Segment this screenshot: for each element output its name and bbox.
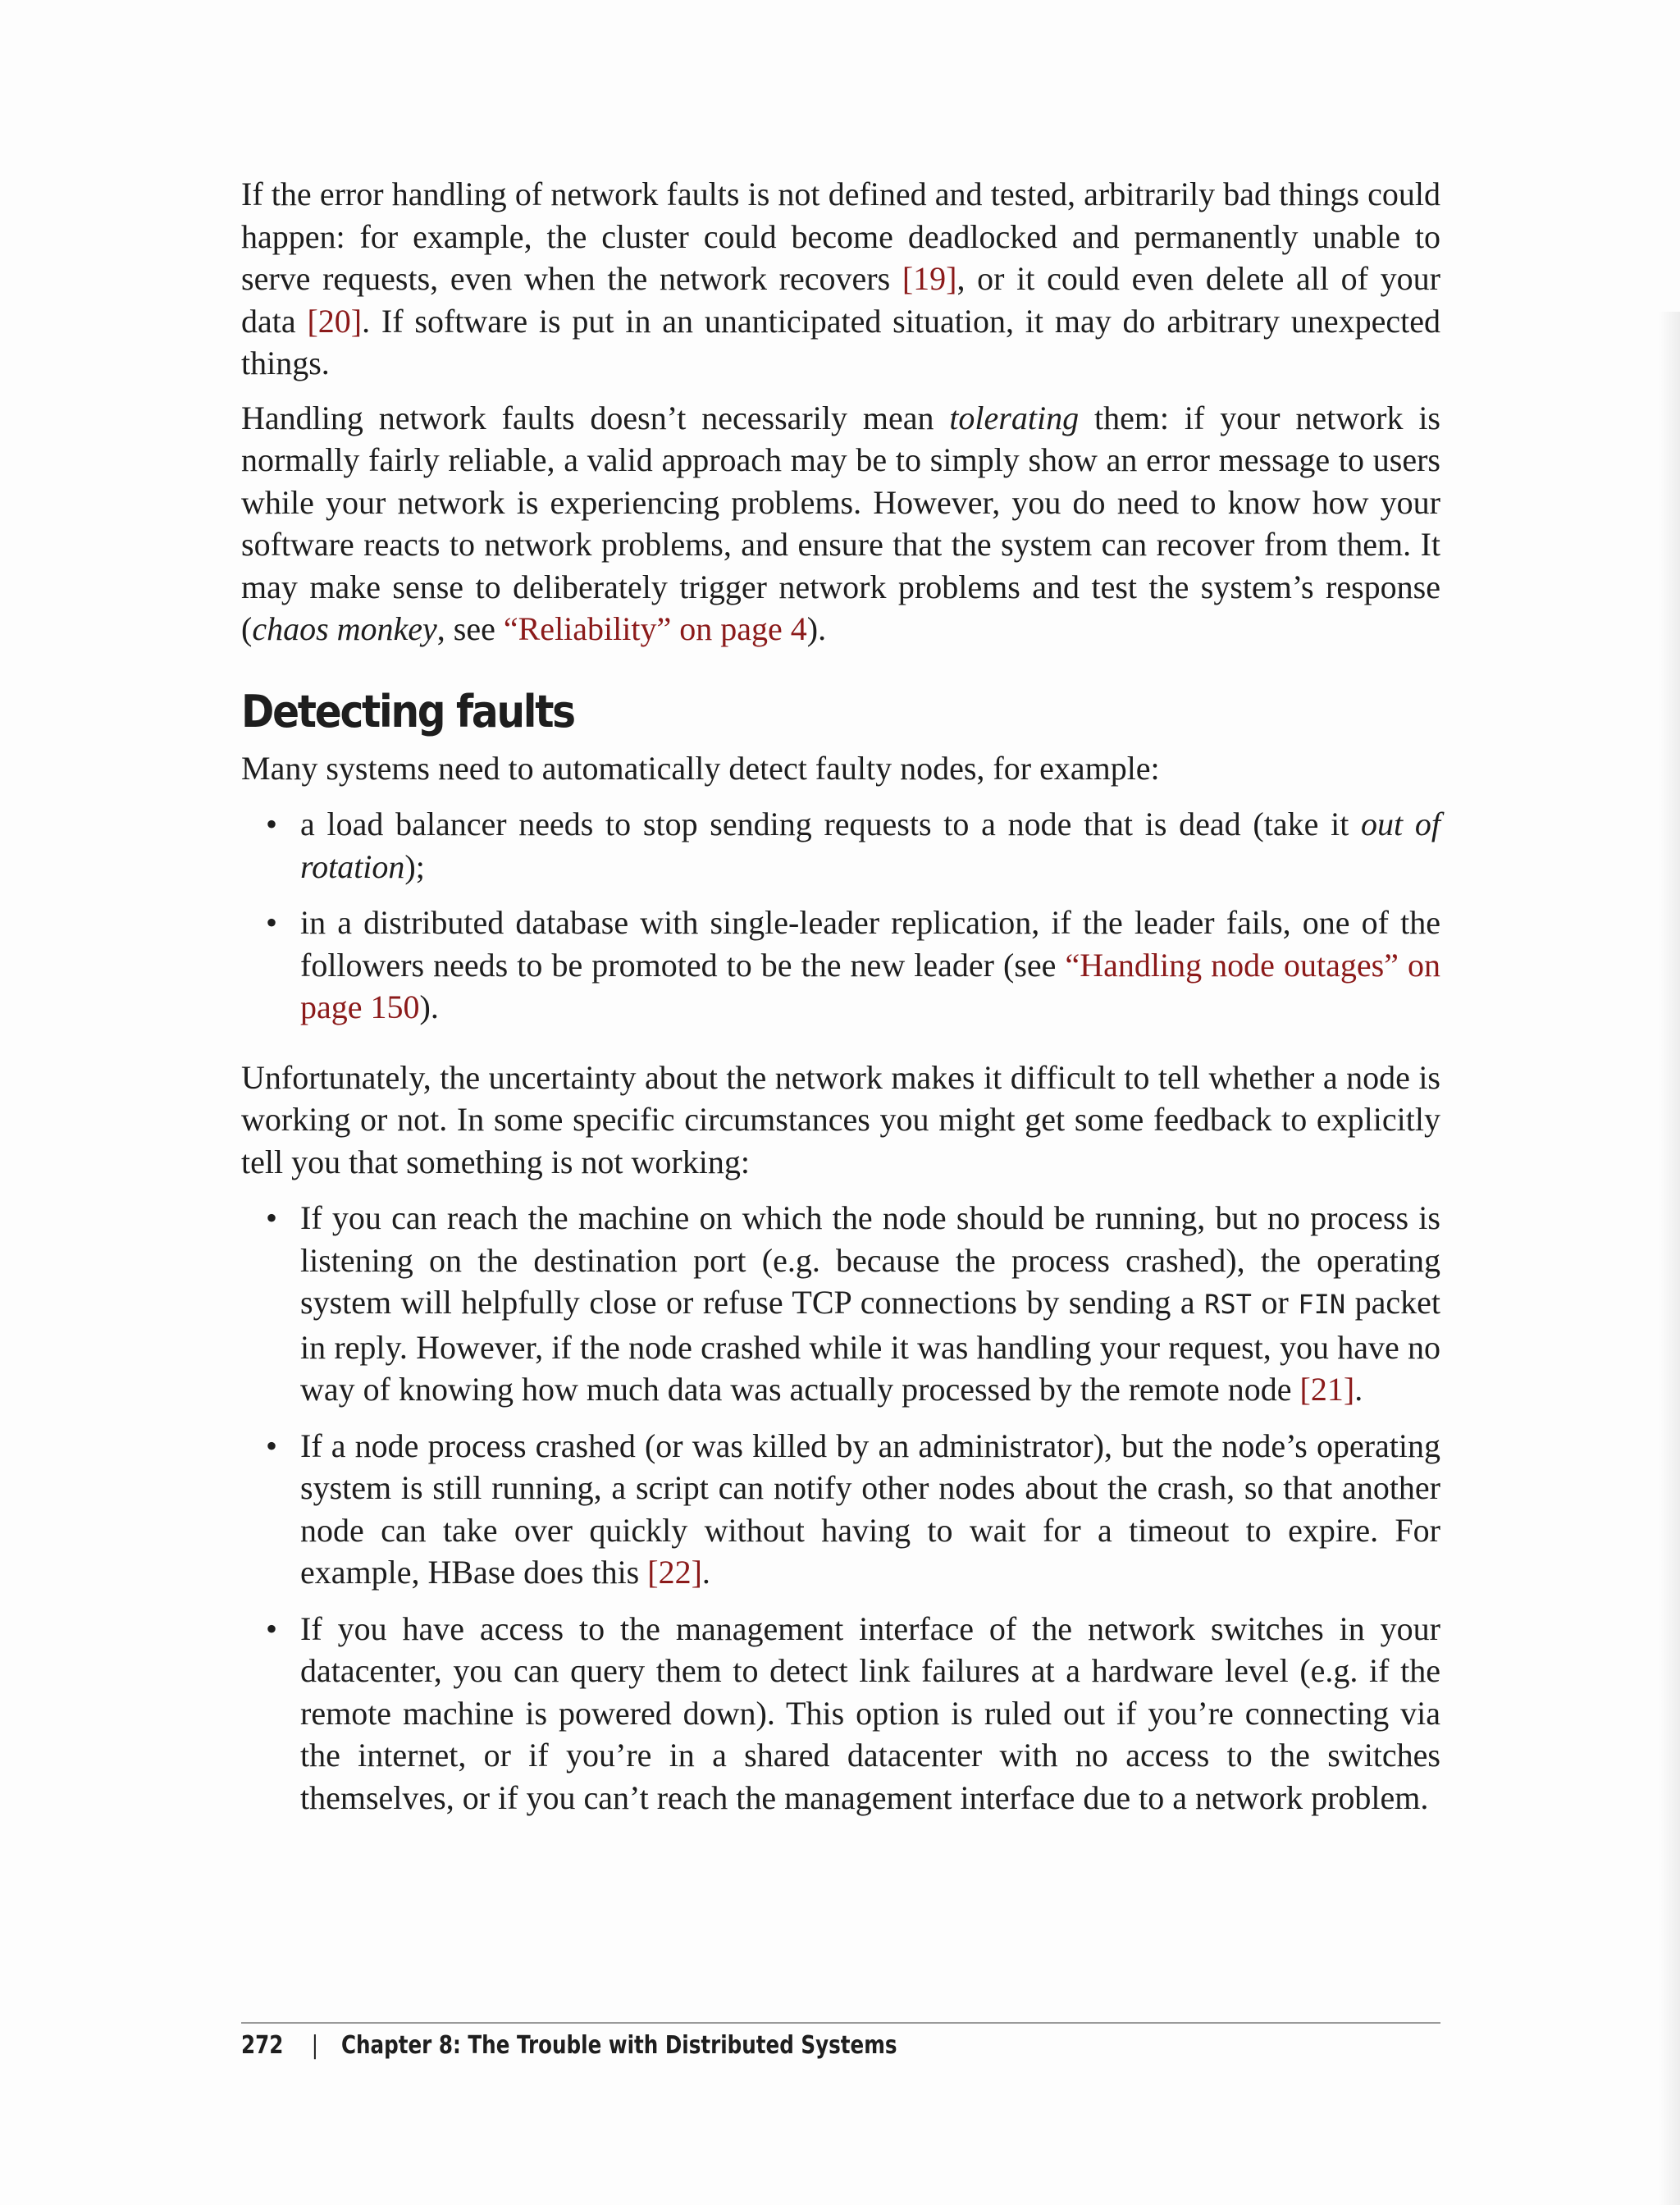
handling-node-outages-link[interactable]: “Handling node outages” on page 150: [300, 946, 1440, 1025]
list-item: [241, 1197, 1440, 1411]
page-number: 272: [241, 2031, 284, 2060]
text: If you can reach the machine on which the node should be running, but no process is listening on the destination port (e.g. because the process crashed), the operating system will helpfully close or refuse TCP connections by sending a: [300, 1199, 1440, 1321]
text: );: [404, 847, 425, 885]
paragraph-network-fault-handling: [241, 173, 1440, 385]
page-edge-shadow: [1659, 312, 1680, 2205]
text: , or it could even delete all of your data: [241, 260, 1441, 340]
page-footer: [241, 2031, 897, 2060]
emphasis-text: chaos monkey: [252, 610, 437, 647]
page-body: [241, 173, 1440, 1819]
text: If a node process crashed (or was killed by an administrator), but the node’s operating system is still running, a script can notify other nodes about the crash, so that another node can take over quickly without having to wait for a timeout to expire. For example, HBase does this: [300, 1427, 1440, 1591]
list-item: [241, 902, 1440, 1029]
bullet-list-feedback: [241, 1197, 1440, 1819]
code-rst: RST: [1204, 1289, 1252, 1320]
paragraph-intro: Many systems need to automatically detect faulty nodes, for example:: [241, 749, 1160, 787]
text: ).: [806, 610, 827, 647]
list-item: • If you have access to the management interface of the network switches in your datacenter, you can query them to detect link failures at a hardware level (e.g. if the remote machine is powered down). This option is ruled out if you’re connecting via the internet, or if you’re in a shared datacenter with no access to the switches themselves, or if you can’t reach the management interface due to a network problem.: [241, 1608, 1440, 1819]
bullet-list-examples: [241, 803, 1440, 1029]
text: ).: [419, 988, 439, 1025]
citation-link-22[interactable]: [22]: [647, 1554, 702, 1591]
section-heading: Detecting faults: [241, 685, 574, 737]
text: packet in reply. However, if the node crashed while it was handling your request, you have no way of knowing how much data was actually processed by the remote node: [300, 1284, 1441, 1408]
text: a load balancer needs to stop sending requests to a node that is dead (take it: [300, 806, 1362, 842]
text: If the error handling of network faults is not defined and tested, arbitrarily bad things could happen: for example, the cluster could become deadlocked and permanently unable to serve requests, even when the network recovers: [241, 176, 1440, 297]
reliability-page-link[interactable]: “Reliability” on page 4: [503, 610, 807, 647]
footer-separator: |: [311, 2031, 319, 2060]
text: .: [1354, 1371, 1363, 1408]
text: , see: [436, 610, 504, 647]
list-item: [241, 1425, 1440, 1594]
citation-link-21[interactable]: [21]: [1299, 1371, 1355, 1408]
emphasis-text: out of rotation: [300, 806, 1441, 885]
text: them: if your network is normally fairly reliable, a valid approach may be to simply show an error message to users while your network is experiencing problems. However, you do need to know how your software reacts to network problems, and ensure that the system can recover from them. It may make sense to deliberately trigger network problems and test the system’s response (: [241, 399, 1440, 647]
paragraph-uncertainty: Unfortunately, the uncertainty about the network makes it difficult to tell whether a node is working or not. In some specific circumstances you might get some feedback to explicitly tell you that something is not working:: [241, 1058, 1440, 1180]
chapter-title: Chapter 8: The Trouble with Distributed Systems: [340, 2031, 897, 2060]
emphasis-text: tolerating: [949, 399, 1080, 436]
footer-divider: [241, 2022, 1440, 2024]
text: . If software is put in an unanticipated situation, it may do arbitrary unexpected things.: [241, 302, 1440, 381]
paragraph-tolerating-faults: [241, 397, 1440, 651]
text: or: [1251, 1284, 1299, 1321]
text: in a distributed database with single-leader replication, if the leader fails, one of the followers needs to be promoted to be the new leader (see: [300, 904, 1440, 984]
code-fin: FIN: [1298, 1289, 1346, 1320]
list-item: [241, 803, 1440, 888]
text: Handling network faults doesn’t necessarily mean: [241, 399, 950, 436]
citation-link-20[interactable]: [20]: [307, 302, 363, 340]
text: .: [701, 1554, 710, 1591]
citation-link-19[interactable]: [19]: [902, 260, 957, 297]
